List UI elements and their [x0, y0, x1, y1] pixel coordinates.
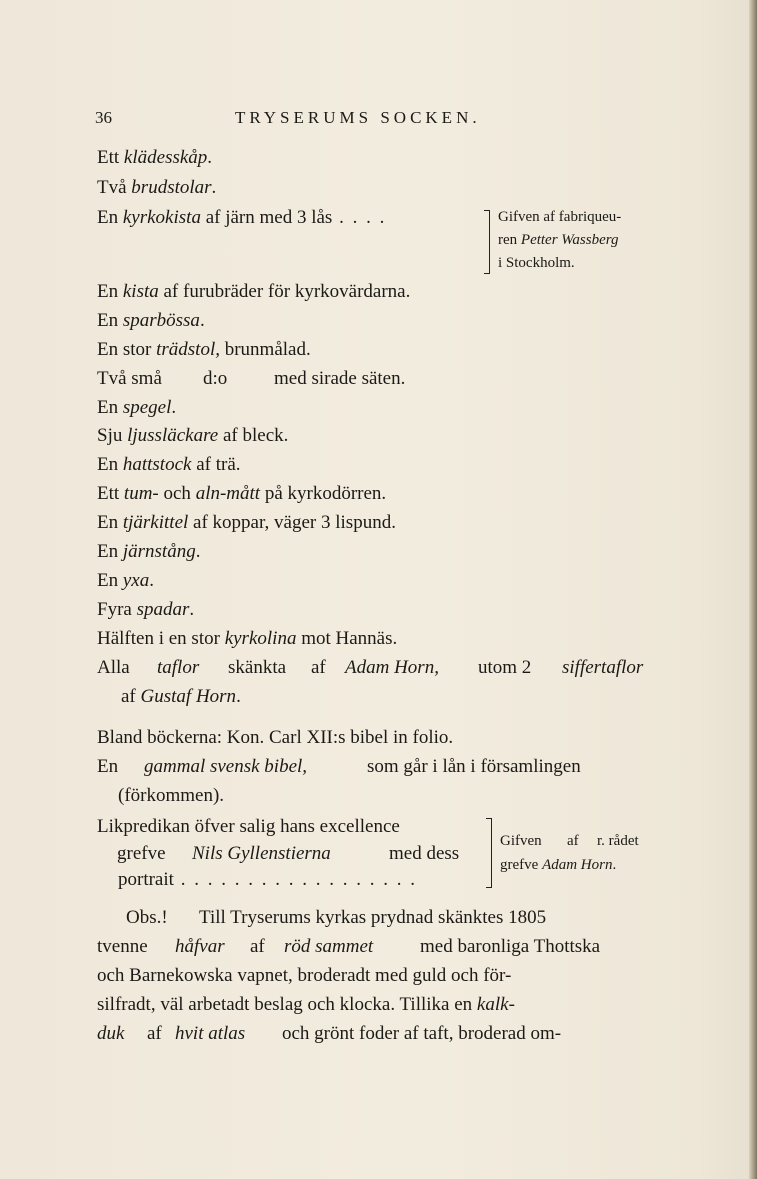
inventory-line: [97, 367, 658, 391]
line-part: siffertaflor: [562, 657, 644, 678]
inventory-line: En kyrkokista af järn med 3 lås . . . .: [97, 207, 387, 228]
line-part: Nils Gyllenstierna: [192, 843, 331, 864]
line-part: taflor: [157, 657, 200, 678]
line-part: med dess: [389, 843, 460, 864]
line-part: Adam Horn,: [345, 657, 439, 678]
inventory-line: Sju ljussläckare af bleck.: [97, 425, 289, 446]
line-part: af: [311, 657, 326, 678]
line-part: af: [567, 833, 579, 849]
obs-line: [97, 935, 658, 959]
taflor-line: [97, 656, 658, 680]
line-part: och grönt foder af taft, broderad om-: [282, 1023, 562, 1044]
obs-line: [97, 906, 658, 930]
line-part: med sirade säten.: [274, 368, 406, 389]
inventory-line: En kista af furubräder för kyrkovärdarna.: [97, 281, 411, 302]
likpredikan-line: Likpredikan öfver salig hans excellence: [97, 816, 400, 837]
books-line: (förkommen).: [118, 785, 225, 806]
running-title: TRYSERUMS SOCKEN.: [235, 108, 481, 127]
brace: [484, 210, 490, 274]
inventory-line: En järnstång.: [97, 541, 201, 562]
obs-line: silfradt, väl arbetadt beslag och klocka. Tillika en kalk-: [97, 994, 515, 1015]
books-line: Bland böckerna: Kon. Carl XII:s bibel in folio.: [97, 727, 454, 748]
line-part: skänkta: [228, 657, 287, 678]
line-part: grefve: [117, 843, 166, 864]
brace: [486, 818, 492, 888]
line-part: af: [250, 936, 265, 957]
inventory-line: En hattstock af trä.: [97, 454, 241, 475]
inventory-line: Fyra spadar.: [97, 599, 195, 620]
line-part: af: [147, 1023, 162, 1044]
inventory-line: En sparbössa.: [97, 310, 205, 331]
inventory-line: En stor trädstol, brunmålad.: [97, 339, 311, 360]
line-part: Två små: [97, 368, 162, 389]
inventory-line: Ett klädesskåp.: [97, 147, 213, 168]
page-number: 36: [95, 108, 112, 127]
likpredikan-line: [97, 842, 485, 866]
line-part: röd sammet: [284, 936, 374, 957]
line-part: med baronliga Thottska: [420, 936, 601, 957]
taflor-line: af Gustaf Horn.: [121, 686, 241, 707]
line-part: som går i lån i församlingen: [367, 756, 581, 777]
line-part: håfvar: [175, 936, 225, 957]
inventory-line: Ett tum- och aln-mått på kyrkodörren.: [97, 483, 387, 504]
inventory-line: Hälften i en stor kyrkolina mot Hannäs.: [97, 628, 398, 649]
ditto-mark: d:o: [203, 368, 228, 389]
obs-line: och Barnekowska vapnet, broderadt med guld och för-: [97, 965, 512, 986]
inventory-line: En yxa.: [97, 570, 154, 591]
line-part: Alla: [97, 657, 130, 678]
line-part: tvenne: [97, 936, 148, 957]
obs-line: [97, 1022, 658, 1046]
line-part: utom 2: [478, 657, 532, 678]
line-part: r. rådet: [597, 833, 639, 849]
line-part: gammal svensk bibel,: [144, 756, 308, 777]
line-part: Till Tryserums kyrkas prydnad skänktes 1805: [199, 907, 547, 928]
inventory-line: Två brudstolar.: [97, 177, 217, 198]
line-part: Gifven: [500, 833, 542, 849]
line-part: Obs.!: [126, 907, 168, 928]
donor-note-line: i Stockholm.: [498, 255, 575, 271]
donor-note-line: Gifven af fabriqueu-: [498, 209, 622, 225]
line-part: duk: [97, 1023, 125, 1044]
inventory-line: En tjärkittel af koppar, väger 3 lispund.: [97, 512, 396, 533]
inventory-line: En spegel.: [97, 397, 177, 418]
donor-note-line: grefve Adam Horn.: [500, 857, 617, 873]
line-part: En: [97, 756, 119, 777]
donor-note-line: ren Petter Wassberg: [498, 232, 619, 248]
running-head: [95, 108, 525, 132]
line-part: hvit atlas: [175, 1023, 246, 1044]
page-edge: [749, 0, 757, 1179]
books-line: [97, 755, 658, 779]
likpredikan-line: portrait . . . . . . . . . . . . . . . . . .: [118, 869, 417, 890]
